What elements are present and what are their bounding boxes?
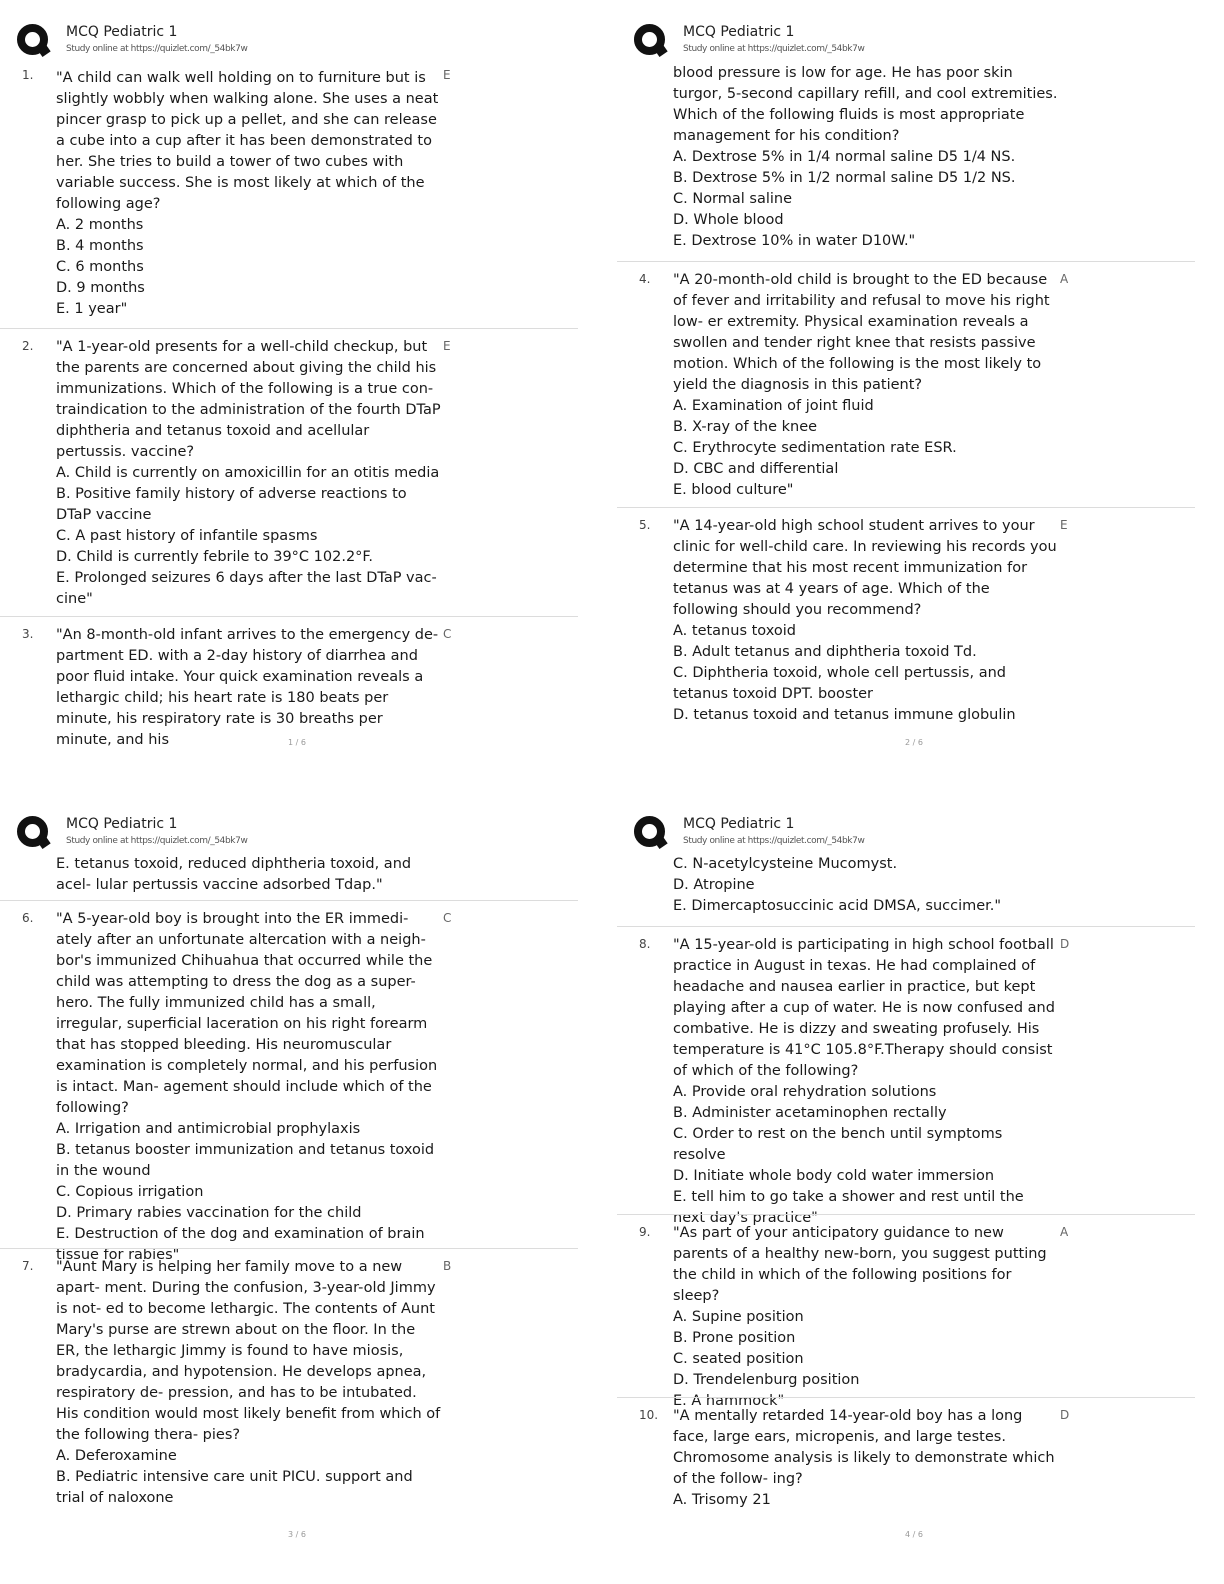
option: E. 1 year" [56,301,128,317]
option: E. Dextrose 10% in water D10W." [673,233,916,249]
question-text: "A 14-year-old high school student arrives to your clinic for well-child care. In reviewing his records you determine that his most recent immunization for tetanus was at 4 years of age. Which of the following should you recommend? [673,518,1057,618]
page-2 [617,10,1217,790]
question-number: 2. [22,339,34,353]
page-4 [617,802,1217,1582]
option: B. Dextrose 5% in 1/2 normal saline D5 1/2 NS. [673,170,1016,186]
answer-key: C [443,627,452,641]
option: D. tetanus toxoid and tetanus immune globulin [673,707,1016,723]
question-5 [617,507,1195,723]
option: C. seated position [673,1351,804,1367]
question-stem [673,854,1059,917]
page-number: 2 / 6 [905,738,923,747]
option: D. Trendelenburg position [673,1372,860,1388]
question-number: 7. [22,1259,34,1273]
option: C. Copious irrigation [56,1184,204,1200]
option: C. N-acetylcysteine Mucomyst. [673,856,898,872]
option: D. 9 months [56,280,145,296]
quizlet-logo-icon [17,816,48,847]
question-6 [0,900,578,1263]
question-7 [0,1248,578,1506]
question-number: 10. [639,1408,659,1422]
question-number: 3. [22,627,34,641]
page-number: 4 / 6 [905,1530,923,1539]
option: B. Pediatric intensive care unit PICU. support and trial of naloxone [56,1469,413,1506]
answer-key: D [1060,937,1070,951]
answer-key: B [443,1259,452,1273]
question-2 [0,328,578,607]
question-text: blood pressure is low for age. He has poor skin turgor, 5-second capillary refill, and cool extremities. Which of the following fluids is most appropriate management for his condition? [673,65,1058,144]
page-title: MCQ Pediatric 1 [683,24,795,40]
option: D. Whole blood [673,212,784,228]
option: A. Child is currently on amoxicillin for an otitis media [56,465,440,481]
question-text: "A mentally retarded 14-year-old boy has a long face, large ears, micropenis, and large testes. Chromosome analysis is likely to demonstrate which of the follow- ing? [673,1408,1055,1487]
option: A. Trisomy 21 [673,1492,771,1508]
page-number: 3 / 6 [288,1530,306,1539]
page-number: 1 / 6 [288,738,306,747]
option: B. Adult tetanus and diphtheria toxoid Td. [673,644,977,660]
question-8 [617,926,1195,1226]
question-number: 1. [22,68,34,82]
option: D. Primary rabies vaccination for the child [56,1205,362,1221]
option: B. X-ray of the knee [673,419,818,435]
question-stem [56,909,441,1266]
page-title: MCQ Pediatric 1 [683,816,795,832]
option: A. 2 months [56,217,144,233]
question-text: E. tetanus toxoid, reduced diphtheria toxoid, and acel- lular pertussis vaccine adsorbed Tdap." [56,856,412,893]
option: B. 4 months [56,238,144,254]
question-4 [617,261,1195,498]
option: B. Prone position [673,1330,796,1346]
quizlet-logo-icon [17,24,48,55]
option: A. Examination of joint fluid [673,398,874,414]
option: A. Irrigation and antimicrobial prophylaxis [56,1121,361,1137]
option: E. tell him to go take a shower and rest until the next day's practice" [673,1189,1024,1226]
option: C. Erythrocyte sedimentation rate ESR. [673,440,957,456]
option: A. Dextrose 5% in 1/4 normal saline D5 1/4 NS. [673,149,1016,165]
question-text: "A 15-year-old is participating in high school football practice in August in texas. He had complained of headache and nausea earlier in practice, but kept playing after a cup of water. He is now confused and combative. He is dizzy and sweating profusely. His temperature is 41°C 105.8°F.Therapy should consist of which of the following? [673,937,1055,1079]
question-9 [617,1214,1195,1409]
option: C. Order to rest on the bench until symptoms resolve [673,1126,1003,1163]
question-stem [673,1223,1059,1412]
page-1 [0,10,600,790]
study-url[interactable]: Study online at https://quizlet.com/_54bk7w [66,44,248,54]
question-stem [673,270,1059,501]
option: C. Diphtheria toxoid, whole cell pertussis, and tetanus toxoid DPT. booster [673,665,1006,702]
option: A. Supine position [673,1309,804,1325]
question-stem [56,1257,441,1509]
question-text: "An 8-month-old infant arrives to the emergency de- partment ED. with a 2-day history of diarrhea and poor fluid intake. Your quick examination reveals a lethargic child; his heart rate is 180 beats per minute, his respiratory rate is 30 breaths per minute, and his [56,627,439,748]
question-text: "A 20-month-old child is brought to the ED because of fever and irritability and refusal to move his right low- er extremity. Physical examination reveals a swollen and tender right knee that resists passive motion. Which of the following is the most likely to yield the diagnosis in this patient? [673,272,1050,393]
answer-key: A [1060,1225,1069,1239]
question-text: "As part of your anticipatory guidance to new parents of a healthy new-born, you suggest putting the child in which of the following positions for sleep? [673,1225,1047,1304]
quizlet-logo-icon [634,816,665,847]
question-stem [673,1406,1059,1511]
question-number: 8. [639,937,651,951]
answer-key: E [1060,518,1068,532]
question-text: "A child can walk well holding on to furniture but is slightly wobbly when walking alone. She uses a neat pincer grasp to pick up a pellet, and she can release a cube into a cup after it has been demonstrated to her. She tries to build a tower of two cubes with variable success. She is most likely at which of the following age? [56,70,439,212]
option: A. Deferoxamine [56,1448,177,1464]
question-text: "A 5-year-old boy is brought into the ER immedi- ately after an unfortunate altercation with a neigh- bor's immunized Chihuahua that occurred while the child was attempting to dress the dog as a super- hero. The fully immunized child has a small, irregular, superficial laceration on his right forearm that has stopped bleeding. His neuromuscular examination is completely normal, and his perfusion is intact. Man- agement should include which of the following? [56,911,438,1116]
question-stem [673,516,1059,726]
question-text: "Aunt Mary is helping her family move to a new apart- ment. During the confusion, 3-year-old Jimmy is not- ed to become lethargic. The contents of Aunt Mary's purse are strewn about on the floor. In the ER, the lethargic Jimmy is found to have miosis, bradycardia, and hypotension. He develops apnea, respiratory de- pression, and has to be intubated. His condition would most likely benefit from which of the following thera- pies? [56,1259,441,1443]
answer-key: C [443,911,452,925]
option: B. tetanus booster immunization and tetanus toxoid in the wound [56,1142,435,1179]
study-url[interactable]: Study online at https://quizlet.com/_54bk7w [66,836,248,846]
study-url[interactable]: Study online at https://quizlet.com/_54bk7w [683,44,865,54]
option: D. Initiate whole body cold water immersion [673,1168,995,1184]
question-stem [56,68,441,320]
answer-key: E [443,339,451,353]
question-stem [56,337,441,610]
option: E. Destruction of the dog and examination of brain tissue for rabies" [56,1226,425,1263]
option: E. Prolonged seizures 6 days after the last DTaP vac- cine" [56,570,437,607]
option: B. Administer acetaminophen rectally [673,1105,947,1121]
question-number: 5. [639,518,651,532]
option: D. Child is currently febrile to 39°C 102.2°F. [56,549,374,565]
option: C. A past history of infantile spasms [56,528,318,544]
option: D. CBC and differential [673,461,839,477]
question-stem [673,935,1059,1229]
answer-key: E [443,68,451,82]
option: C. 6 months [56,259,144,275]
answer-key: D [1060,1408,1070,1422]
answer-key: A [1060,272,1069,286]
question-number: 4. [639,272,651,286]
option: E. blood culture" [673,482,794,498]
option: A. tetanus toxoid [673,623,796,639]
option: A. Provide oral rehydration solutions [673,1084,937,1100]
question-number: 9. [639,1225,651,1239]
question-text: "A 1-year-old presents for a well-child checkup, but the parents are concerned about giving the child his immunizations. Which of the following is a true con- traindication to the administration of the fourth DTaP diphtheria and tetanus toxoid and acellular pertussis. vaccine? [56,339,441,460]
page-title: MCQ Pediatric 1 [66,816,178,832]
page-title: MCQ Pediatric 1 [66,24,178,40]
option: D. Atropine [673,877,755,893]
question-number: 6. [22,911,34,925]
option: E. A hammock" [673,1393,785,1409]
question-stem [56,854,441,896]
option: E. Dimercaptosuccinic acid DMSA, succimer." [673,898,1002,914]
question-stem [673,63,1059,252]
option: B. Positive family history of adverse reactions to DTaP vaccine [56,486,407,523]
question-stem [56,625,441,751]
quizlet-logo-icon [634,24,665,55]
option: C. Normal saline [673,191,793,207]
study-url[interactable]: Study online at https://quizlet.com/_54bk7w [683,836,865,846]
page-3 [0,802,600,1582]
